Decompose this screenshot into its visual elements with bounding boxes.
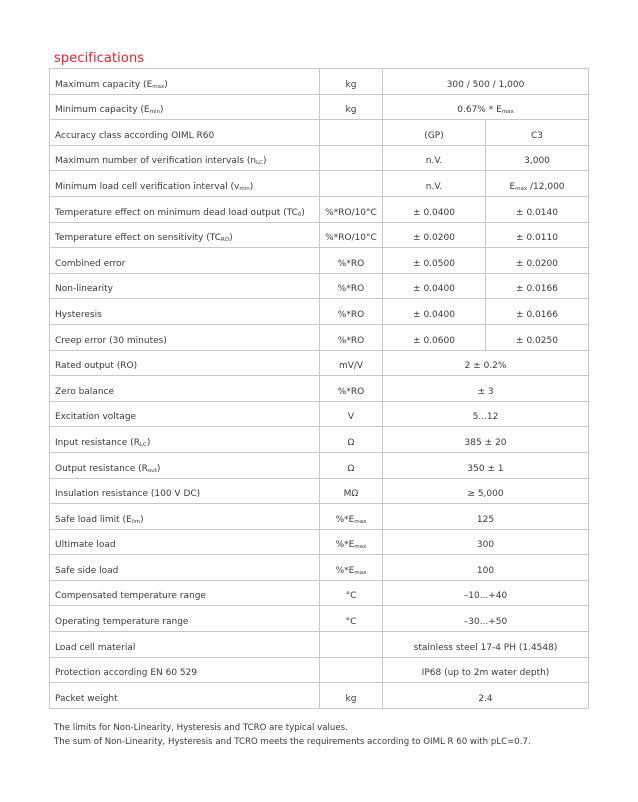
- value-gp-cell: [383, 222, 486, 248]
- parameter-label-end: ): [160, 105, 164, 116]
- value-c3: ± 0.0166: [516, 309, 558, 320]
- unit-label: °C: [345, 617, 357, 628]
- unit-label: %*E: [335, 540, 355, 551]
- parameter-subscript: LC: [139, 441, 147, 448]
- value-cell: [383, 452, 589, 478]
- parameter-subscript: LC: [256, 160, 264, 167]
- value: –30...+50: [463, 617, 508, 628]
- table-row: [50, 376, 589, 402]
- parameter-label: Rated output (RO): [55, 361, 138, 372]
- unit-cell: [320, 171, 383, 197]
- parameter-label: Protection according EN 60 529: [55, 668, 198, 679]
- value-c3: ± 0.0250: [516, 335, 558, 346]
- unit-subscript: max: [354, 544, 367, 551]
- parameter-cell: [50, 401, 320, 427]
- unit-label: %*E: [335, 514, 355, 525]
- value-cell: [383, 657, 589, 683]
- value-gp-cell: [383, 248, 486, 274]
- value-cell: [383, 401, 589, 427]
- table-row: [50, 606, 589, 632]
- parameter-subscript: RO: [221, 237, 230, 244]
- unit-label: Ω: [347, 463, 355, 474]
- unit-cell: [320, 324, 383, 350]
- value-gp-cell: [383, 196, 486, 222]
- parameter-label-end: ): [229, 233, 233, 244]
- value-gp: n.V.: [425, 181, 443, 192]
- table-row: [50, 657, 589, 683]
- value-c3: ± 0.0110: [516, 233, 558, 244]
- unit-cell: [320, 222, 383, 248]
- parameter-label: Zero balance: [55, 386, 115, 397]
- value: 0.67% * E: [457, 105, 502, 116]
- unit-subscript: max: [354, 569, 367, 576]
- value-c3-cell: [486, 171, 589, 197]
- value-c3-cell: [486, 120, 589, 146]
- value-cell: [383, 632, 589, 658]
- value-cell: [383, 504, 589, 530]
- parameter-label: Creep error (30 minutes): [55, 335, 167, 346]
- table-row: [50, 555, 589, 581]
- table-row: [50, 248, 589, 274]
- value-c3-end: /12,000: [527, 181, 565, 192]
- specifications-table: [49, 68, 589, 709]
- parameter-label: Hysteresis: [55, 309, 102, 320]
- parameter-label: Temperature effect on sensitivity (TC: [55, 233, 222, 244]
- table-row: [50, 504, 589, 530]
- value-gp: ± 0.0200: [413, 233, 455, 244]
- unit-label: %*RO: [337, 335, 365, 346]
- unit-cell: [320, 273, 383, 299]
- parameter-label: Insulation resistance (100 V DC): [55, 489, 201, 500]
- parameter-label-end: ): [301, 207, 305, 218]
- parameter-subscript: min: [239, 185, 250, 192]
- parameter-cell: [50, 376, 320, 402]
- parameter-label: Input resistance (R: [55, 437, 140, 448]
- parameter-label: Load cell material: [55, 642, 136, 653]
- value-gp: ± 0.0400: [413, 207, 455, 218]
- value-cell: [383, 555, 589, 581]
- parameter-cell: [50, 120, 320, 146]
- value: ≥ 5,000: [467, 489, 504, 500]
- value: ± 3: [477, 386, 494, 397]
- value-c3-cell: [486, 273, 589, 299]
- parameter-cell: [50, 632, 320, 658]
- unit-label: %*RO: [337, 386, 365, 397]
- footnote-oiml-requirements: The sum of Non-Linearity, Hysteresis and TCRO meets the requirements according to OIML R 60 with pLC=0.7.: [54, 736, 531, 747]
- value: 300: [476, 540, 495, 551]
- value-c3-cell: [486, 324, 589, 350]
- table-row: [50, 145, 589, 171]
- value-gp-cell: [383, 171, 486, 197]
- table-row: [50, 401, 589, 427]
- value-gp-cell: [383, 299, 486, 325]
- parameter-cell: [50, 196, 320, 222]
- parameter-subscript: out: [147, 467, 157, 474]
- value-cell: [383, 478, 589, 504]
- parameter-label: Minimum load cell verification interval (v: [55, 181, 240, 192]
- parameter-label-end: ): [156, 463, 161, 474]
- value-c3: ± 0.0200: [516, 258, 558, 269]
- unit-label: %*E: [335, 565, 355, 576]
- value: 100: [476, 565, 495, 576]
- unit-cell: [320, 657, 383, 683]
- parameter-cell: [50, 299, 320, 325]
- parameter-cell: [50, 94, 320, 120]
- parameter-subscript: max: [152, 83, 165, 90]
- table-row: [50, 580, 589, 606]
- parameter-label-end: ): [263, 156, 267, 167]
- parameter-label: Ultimate load: [55, 540, 116, 551]
- section-title: specifications: [54, 51, 145, 66]
- value-cell: [383, 350, 589, 376]
- unit-label: mV/V: [338, 361, 364, 372]
- parameter-cell: [50, 427, 320, 453]
- unit-label: %*RO: [337, 309, 365, 320]
- parameter-label-end: ): [249, 181, 254, 192]
- unit-label: kg: [345, 105, 357, 116]
- value-c3-cell: [486, 196, 589, 222]
- unit-cell: [320, 606, 383, 632]
- value-cell: [383, 683, 589, 709]
- unit-cell: [320, 504, 383, 530]
- table-row: [50, 299, 589, 325]
- value-gp: ± 0.0600: [413, 335, 455, 346]
- parameter-label: Combined error: [55, 258, 126, 269]
- unit-cell: [320, 69, 383, 95]
- value: 2.4: [478, 693, 493, 704]
- value-cell: [383, 427, 589, 453]
- parameter-label: Operating temperature range: [55, 617, 189, 628]
- unit-cell: [320, 196, 383, 222]
- unit-label: %*RO: [337, 284, 365, 295]
- parameter-subscript: lim: [131, 518, 141, 525]
- unit-label: MΩ: [343, 489, 359, 500]
- value-gp: ± 0.0400: [413, 309, 455, 320]
- parameter-subscript: 0: [297, 211, 302, 218]
- table-row: [50, 273, 589, 299]
- value-gp: (GP): [424, 130, 444, 141]
- unit-cell: [320, 478, 383, 504]
- value-cell: [383, 529, 589, 555]
- unit-cell: [320, 248, 383, 274]
- table-row: [50, 69, 589, 95]
- parameter-label: Packet weight: [55, 693, 118, 704]
- value-cell: [383, 94, 589, 120]
- parameter-cell: [50, 69, 320, 95]
- table-row: [50, 452, 589, 478]
- parameter-cell: [50, 273, 320, 299]
- parameter-cell: [50, 504, 320, 530]
- parameter-label: Excitation voltage: [55, 412, 137, 423]
- parameter-cell: [50, 683, 320, 709]
- parameter-label: Non-linearity: [55, 284, 114, 295]
- value-c3: E: [509, 181, 516, 192]
- unit-cell: [320, 529, 383, 555]
- parameter-label: Minimum capacity (E: [55, 105, 150, 116]
- value-gp: ± 0.0400: [413, 284, 455, 295]
- value-c3-cell: [486, 222, 589, 248]
- value: 2 ± 0.2%: [464, 361, 507, 372]
- value: 5...12: [472, 412, 499, 423]
- parameter-label: Safe load limit (E: [55, 514, 132, 525]
- parameter-cell: [50, 248, 320, 274]
- unit-label: %*RO/10°C: [325, 233, 377, 244]
- parameter-cell: [50, 478, 320, 504]
- table-row: [50, 529, 589, 555]
- unit-label: %*RO/10°C: [325, 207, 377, 218]
- value-c3: ± 0.0166: [516, 284, 558, 295]
- parameter-subscript: min: [149, 109, 160, 116]
- unit-label: %*RO: [337, 258, 365, 269]
- parameter-label: Maximum capacity (E: [55, 79, 153, 90]
- table-row: [50, 632, 589, 658]
- unit-cell: [320, 145, 383, 171]
- unit-cell: [320, 580, 383, 606]
- table-row: [50, 683, 589, 709]
- value-gp-cell: [383, 324, 486, 350]
- value-gp-cell: [383, 145, 486, 171]
- table-row: [50, 350, 589, 376]
- parameter-cell: [50, 171, 320, 197]
- value-c3: ± 0.0140: [516, 207, 558, 218]
- table-row: [50, 478, 589, 504]
- parameter-cell: [50, 452, 320, 478]
- unit-label: kg: [345, 79, 357, 90]
- value-gp-cell: [383, 273, 486, 299]
- value-c3: 3,000: [524, 156, 550, 167]
- parameter-label-end: ): [140, 514, 144, 525]
- value-c3-cell: [486, 248, 589, 274]
- value-cell: [383, 376, 589, 402]
- parameter-cell: [50, 145, 320, 171]
- unit-cell: [320, 452, 383, 478]
- parameter-label-end: ): [146, 437, 151, 448]
- parameter-label: Safe side load: [55, 565, 119, 576]
- unit-label: °C: [345, 591, 357, 602]
- value-cell: [383, 606, 589, 632]
- parameter-cell: [50, 529, 320, 555]
- unit-cell: [320, 120, 383, 146]
- value-c3: C3: [531, 130, 544, 141]
- parameter-cell: [50, 555, 320, 581]
- unit-cell: [320, 299, 383, 325]
- value: 300 / 500 / 1,000: [446, 79, 525, 90]
- parameter-label: Temperature effect on minimum dead load output (TC: [55, 207, 298, 218]
- parameter-label: Output resistance (R: [55, 463, 148, 474]
- footnote-typical-values: The limits for Non-Linearity, Hysteresis and TCRO are typical values.: [54, 723, 348, 733]
- parameter-label: Compensated temperature range: [55, 591, 206, 602]
- unit-cell: [320, 683, 383, 709]
- table-row: [50, 324, 589, 350]
- value: IP68 (up to 2m water depth): [421, 668, 550, 679]
- table-row: [50, 120, 589, 146]
- parameter-cell: [50, 657, 320, 683]
- unit-cell: [320, 401, 383, 427]
- parameter-cell: [50, 350, 320, 376]
- unit-subscript: max: [354, 518, 367, 525]
- value: –10...+40: [463, 591, 508, 602]
- value-gp: ± 0.0500: [413, 258, 455, 269]
- unit-cell: [320, 350, 383, 376]
- value-gp-cell: [383, 120, 486, 146]
- unit-cell: [320, 555, 383, 581]
- value-gp: n.V.: [425, 156, 443, 167]
- table-row: [50, 196, 589, 222]
- parameter-label: Maximum number of verification intervals (n: [55, 156, 257, 167]
- table-row: [50, 94, 589, 120]
- value-cell: [383, 69, 589, 95]
- unit-cell: [320, 632, 383, 658]
- parameter-label: Accuracy class according OIML R60: [55, 130, 215, 141]
- value-subscript: max: [501, 109, 514, 116]
- parameter-label-end: ): [164, 79, 168, 90]
- value: 125: [476, 514, 495, 525]
- table-row: [50, 222, 589, 248]
- unit-cell: [320, 94, 383, 120]
- table-row: [50, 427, 589, 453]
- unit-label: V: [347, 412, 355, 423]
- parameter-cell: [50, 580, 320, 606]
- unit-cell: [320, 427, 383, 453]
- parameter-cell: [50, 222, 320, 248]
- value-c3-subscript: max: [515, 185, 528, 192]
- table-row: [50, 171, 589, 197]
- value-c3-cell: [486, 299, 589, 325]
- footnotes: [54, 722, 531, 749]
- parameter-cell: [50, 606, 320, 632]
- unit-label: Ω: [347, 437, 355, 448]
- unit-cell: [320, 376, 383, 402]
- value-cell: [383, 580, 589, 606]
- value-c3-cell: [486, 145, 589, 171]
- parameter-cell: [50, 324, 320, 350]
- value: 385 ± 20: [464, 437, 507, 448]
- unit-label: kg: [345, 693, 357, 704]
- value: stainless steel 17-4 PH (1.4548): [413, 642, 558, 653]
- value: 350 ± 1: [467, 463, 504, 474]
